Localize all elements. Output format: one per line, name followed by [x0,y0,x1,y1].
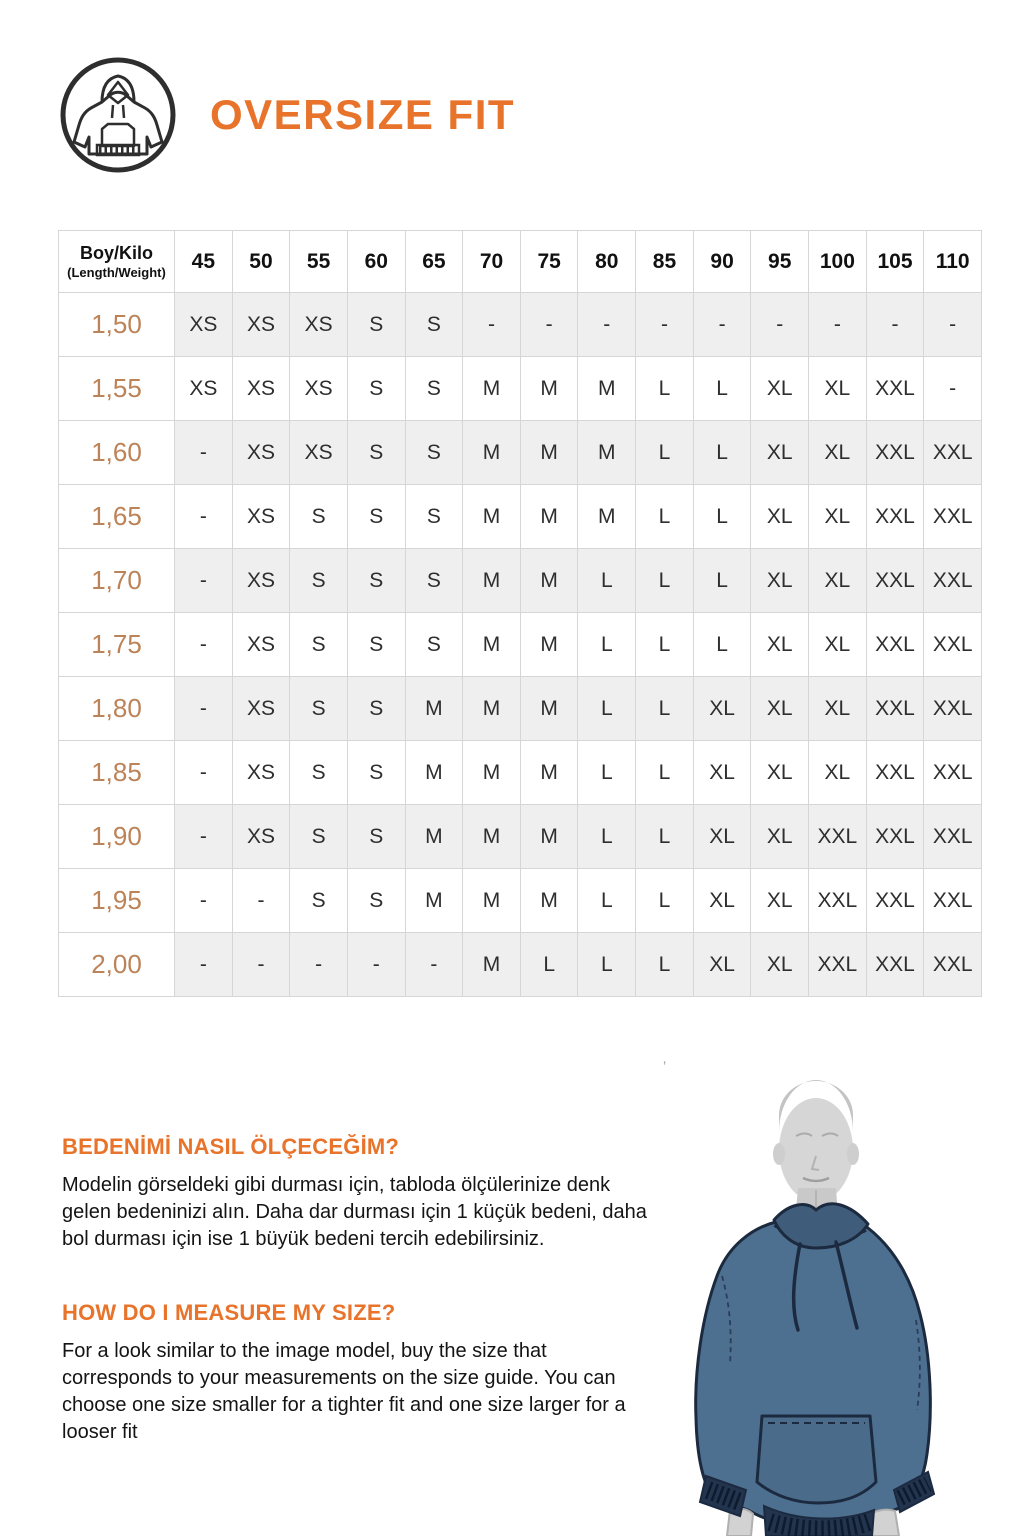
size-cell: - [175,869,233,933]
stray-mark: ’ [663,1058,667,1074]
turkish-heading: BEDENİMİ NASIL ÖLÇECEĞİM? [62,1134,400,1159]
size-cell: S [347,549,405,613]
size-cell: - [175,677,233,741]
size-cell: - [405,933,463,997]
size-cell: XXL [924,421,982,485]
size-cell: M [520,421,578,485]
corner-line1: Boy/Kilo [79,242,153,263]
size-cell: XXL [866,869,924,933]
size-cell: M [463,485,521,549]
size-cell: XXL [924,869,982,933]
size-cell: L [636,805,694,869]
size-cell: - [175,421,233,485]
weight-header: 45 [175,231,233,293]
size-cell: XS [175,357,233,421]
corner-line2: (Length/Weight) [67,264,166,280]
size-cell: XS [232,357,290,421]
size-cell: XXL [866,741,924,805]
height-label: 1,90 [59,805,175,869]
size-cell: XL [751,677,809,741]
size-cell: L [636,421,694,485]
size-cell: M [463,357,521,421]
size-cell: XS [290,293,348,357]
size-cell: S [290,741,348,805]
size-cell: S [347,869,405,933]
weight-header: 105 [866,231,924,293]
size-cell: - [175,933,233,997]
height-label: 1,55 [59,357,175,421]
corner-header [59,231,175,293]
size-cell: S [290,549,348,613]
size-cell: XL [809,357,867,421]
table-row [59,357,982,421]
size-cell: XXL [924,549,982,613]
size-cell: M [463,869,521,933]
height-label: 2,00 [59,933,175,997]
size-cell: M [463,549,521,613]
size-cell: M [405,741,463,805]
table-row [59,549,982,613]
table-header-row [59,231,982,293]
size-cell: L [693,421,751,485]
size-cell: - [751,293,809,357]
size-cell: XS [232,293,290,357]
size-cell: XXL [866,549,924,613]
size-cell: XXL [924,677,982,741]
header [58,55,515,175]
size-cell: M [463,613,521,677]
size-cell: M [463,805,521,869]
size-cell: XXL [809,933,867,997]
weight-header: 55 [290,231,348,293]
size-cell: M [463,677,521,741]
size-cell: L [693,357,751,421]
size-cell: S [347,293,405,357]
size-cell: L [636,357,694,421]
height-label: 1,60 [59,421,175,485]
size-cell: S [290,869,348,933]
size-cell: - [636,293,694,357]
size-cell: XL [751,805,809,869]
size-cell: XS [232,549,290,613]
size-cell: S [290,805,348,869]
height-label: 1,70 [59,549,175,613]
size-cell: S [405,485,463,549]
weight-header: 70 [463,231,521,293]
size-cell: - [809,293,867,357]
size-cell: XL [693,933,751,997]
size-cell: S [405,357,463,421]
size-cell: XL [693,869,751,933]
size-cell: M [405,677,463,741]
size-cell: M [463,741,521,805]
weight-header: 75 [520,231,578,293]
size-cell: XS [232,741,290,805]
size-cell: L [693,549,751,613]
table-row [59,677,982,741]
size-cell: L [578,933,636,997]
size-cell: - [175,613,233,677]
height-label: 1,75 [59,613,175,677]
size-cell: L [636,485,694,549]
height-label: 1,65 [59,485,175,549]
size-cell: XL [751,613,809,677]
size-cell: M [520,869,578,933]
size-cell: S [405,293,463,357]
size-cell: M [520,549,578,613]
size-cell: S [347,357,405,421]
size-cell: XXL [924,933,982,997]
size-cell: S [290,613,348,677]
size-cell: S [347,613,405,677]
height-label: 1,80 [59,677,175,741]
size-cell: XL [751,741,809,805]
size-table-body [59,293,982,997]
size-cell: XL [751,421,809,485]
size-cell: M [520,485,578,549]
size-cell: XL [809,677,867,741]
size-cell: XL [693,805,751,869]
size-cell: - [866,293,924,357]
size-cell: XXL [866,421,924,485]
size-table [58,230,982,997]
size-cell: M [405,805,463,869]
size-cell: XXL [866,933,924,997]
size-cell: S [347,741,405,805]
size-cell: L [693,485,751,549]
size-cell: L [578,741,636,805]
size-cell: XS [232,613,290,677]
size-cell: XL [751,933,809,997]
model-illustration [670,1060,1024,1536]
size-cell: XS [232,421,290,485]
size-cell: M [520,677,578,741]
size-cell: - [578,293,636,357]
size-cell: - [924,357,982,421]
size-cell: - [290,933,348,997]
page-title: OVERSIZE FIT [210,91,516,138]
size-cell: - [232,933,290,997]
weight-header: 85 [636,231,694,293]
size-cell: XS [290,421,348,485]
size-cell: XL [751,549,809,613]
size-cell: XL [809,421,867,485]
height-label: 1,95 [59,869,175,933]
weight-header: 65 [405,231,463,293]
size-cell: M [578,357,636,421]
english-heading: HOW DO I MEASURE MY SIZE? [62,1299,396,1325]
size-cell: L [636,933,694,997]
table-row [59,421,982,485]
size-cell: L [636,613,694,677]
size-cell: XL [751,485,809,549]
size-cell: - [924,293,982,357]
size-cell: S [347,677,405,741]
size-cell: XL [751,869,809,933]
size-cell: L [520,933,578,997]
size-cell: L [636,677,694,741]
size-cell: XL [693,677,751,741]
size-cell: L [636,869,694,933]
size-cell: XXL [866,357,924,421]
turkish-body: Modelin görseldeki gibi durması için, tabloda ölçülerinize denk gelen bedeninizi alın. Daha dar durması için 1 küçük bedeni, daha bol durması için ise 1 büyük bedeni tercih edebilirsiniz. [62,1174,647,1251]
size-cell: S [347,421,405,485]
table-row [59,613,982,677]
size-cell: - [520,293,578,357]
size-cell: XL [809,613,867,677]
size-cell: - [232,869,290,933]
size-cell: M [578,485,636,549]
weight-header: 95 [751,231,809,293]
size-cell: S [290,485,348,549]
size-cell: XS [232,805,290,869]
size-cell: XL [809,741,867,805]
size-cell: L [578,677,636,741]
size-cell: M [520,741,578,805]
size-cell: XL [693,741,751,805]
size-cell: M [463,421,521,485]
size-cell: S [405,421,463,485]
table-row [59,933,982,997]
size-cell: XXL [809,805,867,869]
size-cell: XXL [866,677,924,741]
size-cell: - [463,293,521,357]
size-cell: L [636,741,694,805]
table-row [59,869,982,933]
size-cell: L [578,613,636,677]
size-cell: - [175,741,233,805]
size-cell: M [520,357,578,421]
table-row [59,805,982,869]
table-row [59,485,982,549]
weight-header: 100 [809,231,867,293]
weight-header: 90 [693,231,751,293]
size-cell: - [175,805,233,869]
size-cell: XXL [866,805,924,869]
size-cell: - [693,293,751,357]
size-cell: M [520,613,578,677]
size-cell: XS [290,357,348,421]
english-body: For a look similar to the image model, buy the size that corresponds to your measurements on the size guide. You can choose one size smaller for a tighter fit and one size larger for a looser fit [62,1339,626,1444]
size-cell: S [290,677,348,741]
size-cell: XL [751,357,809,421]
size-cell: XXL [924,805,982,869]
table-row [59,293,982,357]
weight-header: 50 [232,231,290,293]
size-cell: XXL [866,613,924,677]
table-row [59,741,982,805]
size-cell: L [693,613,751,677]
size-cell: XXL [924,741,982,805]
size-cell: S [405,549,463,613]
size-cell: M [405,869,463,933]
size-cell: L [578,549,636,613]
instructions [62,1134,662,1492]
size-cell: XL [809,485,867,549]
kangaroo-pocket [757,1416,876,1503]
size-cell: XS [175,293,233,357]
size-cell: S [347,485,405,549]
model-head [773,1080,859,1202]
size-cell: XXL [809,869,867,933]
size-cell: S [347,805,405,869]
size-cell: M [520,805,578,869]
size-cell: L [578,805,636,869]
size-cell: XXL [866,485,924,549]
size-cell: L [578,869,636,933]
weight-header: 110 [924,231,982,293]
size-cell: XXL [924,613,982,677]
size-cell: XS [232,485,290,549]
size-cell: - [175,549,233,613]
size-cell: L [636,549,694,613]
size-cell: - [347,933,405,997]
height-label: 1,50 [59,293,175,357]
size-cell: S [405,613,463,677]
height-label: 1,85 [59,741,175,805]
weight-header: 80 [578,231,636,293]
size-cell: XL [809,549,867,613]
hoodie-icon [58,55,178,175]
size-cell: XXL [924,485,982,549]
weight-header: 60 [347,231,405,293]
size-cell: - [175,485,233,549]
size-cell: M [463,933,521,997]
size-cell: XS [232,677,290,741]
size-cell: M [578,421,636,485]
